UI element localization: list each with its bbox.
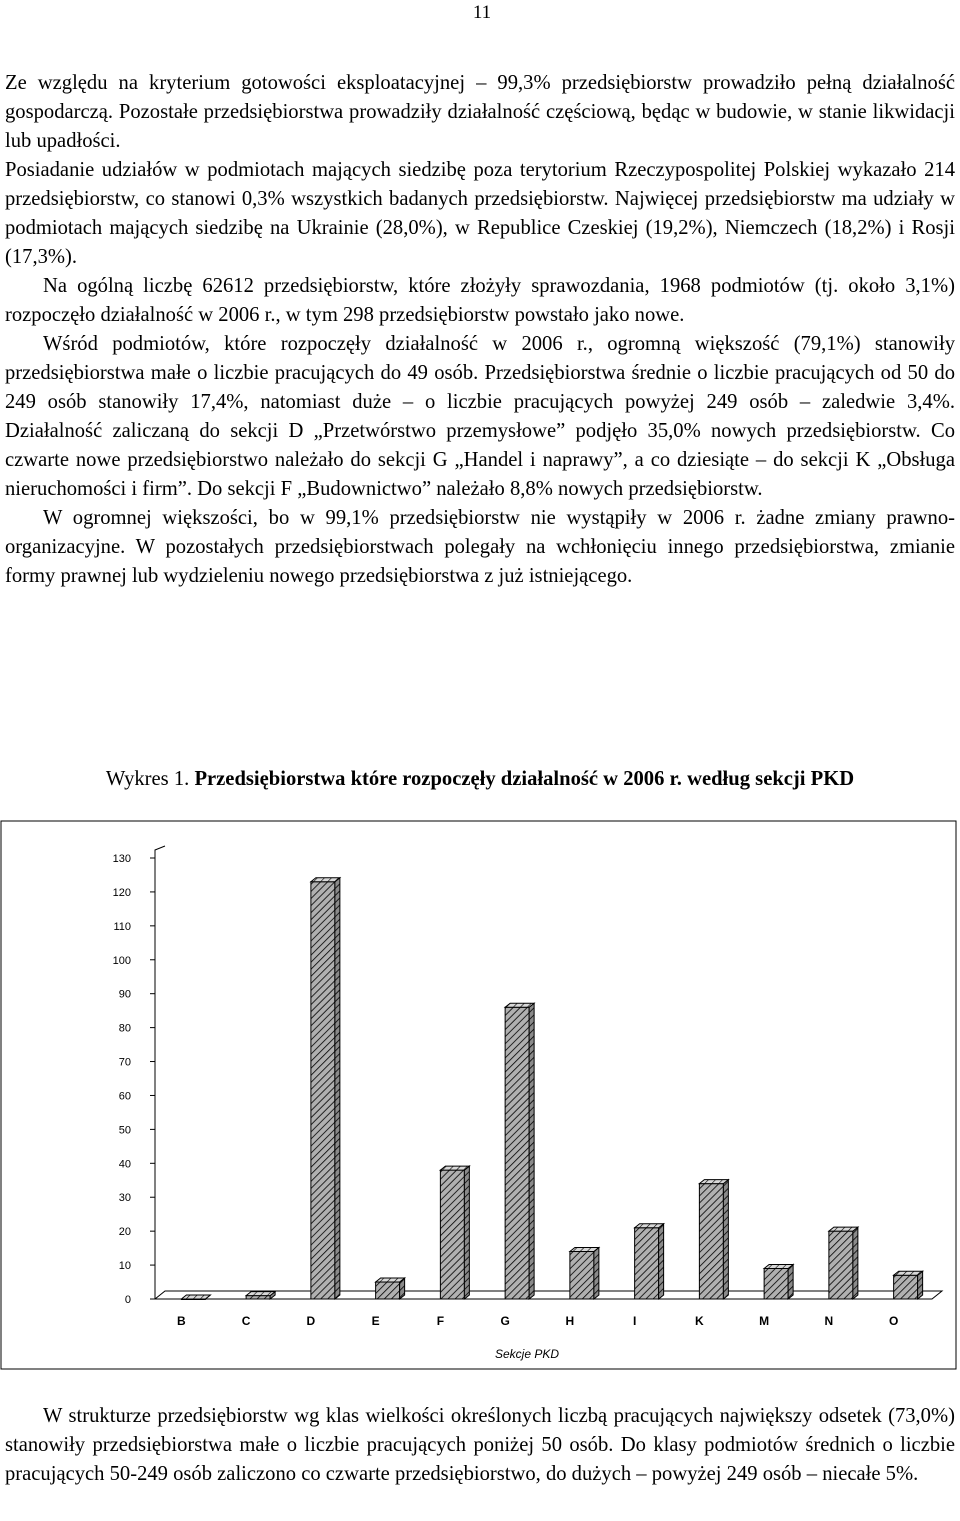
paragraph: W strukturze przedsiębiorstw wg klas wielkości określonych liczbą pracujących największy odsetek (73,0%) stanowiły przedsiębiorstwa małe o liczbie pracujących poniżej 50 osób. Do klasy podmiotów średnich o liczbie pracujących 50-249 osób zaliczono co czwarte przedsiębiorstwo, do dużych – powyżej 249 osób – niecałe 5%. <box>5 1405 955 1485</box>
y-tick-label: 130 <box>112 853 131 865</box>
bar-top <box>246 1292 275 1296</box>
y-tick-label: 80 <box>118 1022 131 1035</box>
bar-side <box>594 1248 599 1299</box>
paragraph: W ogromnej większości, bo w 99,1% przedsiębiorstw nie wystąpiły w 2006 r. żadne zmiany prawno-organizacyjne. W pozostałych przedsiębiorstwach polegały na wchłonięciu innego przedsiębiorstwa, zmianie formy prawnej lub wydzieleniu nowego przedsiębiorstwa z już istniejącego. <box>5 507 955 587</box>
bar-E <box>376 1278 405 1299</box>
caption-prefix: Wykres 1. <box>105 768 190 790</box>
bar-face <box>699 1184 723 1299</box>
y-tick-label: 90 <box>118 988 131 1001</box>
x-tick-label: N <box>824 1314 834 1328</box>
x-tick-label: C <box>241 1314 251 1328</box>
bar-B <box>181 1295 210 1300</box>
bar-face <box>246 1296 270 1299</box>
x-tick-label: M <box>759 1314 770 1328</box>
chart-caption <box>0 768 960 791</box>
chart-border <box>1 821 956 1369</box>
y-tick-label: 50 <box>118 1124 131 1137</box>
bar-D <box>311 878 340 1299</box>
bar-face <box>311 882 335 1299</box>
bar-top <box>505 1003 534 1007</box>
bar-face <box>505 1007 529 1299</box>
bar-top <box>570 1248 599 1252</box>
y-tick-label: 10 <box>118 1260 131 1273</box>
bar-face <box>440 1170 464 1299</box>
bar-side <box>529 1003 534 1299</box>
bar-side <box>723 1180 728 1299</box>
x-tick-label: E <box>371 1314 380 1328</box>
bar-I <box>635 1224 664 1299</box>
x-tick-label: I <box>632 1314 637 1328</box>
x-tick-label: H <box>565 1314 575 1328</box>
page-number: 11 <box>472 2 492 23</box>
bar-C <box>246 1292 275 1299</box>
bar-side <box>788 1264 793 1299</box>
bar-M <box>764 1264 793 1299</box>
bar-top <box>635 1224 664 1228</box>
bar-top <box>699 1180 728 1184</box>
x-tick-label: B <box>177 1314 186 1328</box>
bar-O <box>894 1271 923 1299</box>
bar-F <box>440 1166 469 1299</box>
bar-face <box>829 1231 853 1299</box>
bar-face <box>894 1275 918 1299</box>
bar-top <box>311 878 340 882</box>
y-tick-label: 20 <box>118 1226 131 1239</box>
bar-N <box>829 1227 858 1299</box>
bar-top <box>440 1166 469 1170</box>
y-tick-label: 70 <box>118 1056 131 1069</box>
bar-top <box>181 1295 210 1299</box>
bar-H <box>570 1248 599 1299</box>
bar-face <box>635 1228 659 1299</box>
bar-G <box>505 1003 534 1299</box>
body-text-top <box>5 69 955 591</box>
x-tick-label: F <box>436 1314 445 1328</box>
x-tick-label: K <box>695 1314 704 1328</box>
paragraph: Posiadanie udziałów w podmiotach mających siedzibę poza terytorium Rzeczypospolitej Polskiej wykazało 214 przedsiębiorstw, co stanowi 0,3% wszystkich badanych przedsiębiorstw. Najwięcej przedsiębiorstw ma udziały w podmiotach mających siedzibę na Ukrainie (28,0%), w Republice Czeskiej (19,2%), Niemczech (18,2%) i Rosji (17,3%). <box>5 159 955 268</box>
y-tick-label: 40 <box>118 1158 131 1171</box>
bar-top <box>764 1264 793 1268</box>
bar-face <box>376 1282 400 1299</box>
y-tick-label: 110 <box>113 920 131 933</box>
bar-top <box>376 1278 405 1282</box>
bar-side <box>464 1166 469 1299</box>
y-tick-label: 120 <box>112 886 131 899</box>
y-tick-label: 0 <box>124 1294 131 1306</box>
bar-chart <box>0 820 960 1380</box>
paragraph: Na ogólną liczbę 62612 przedsiębiorstw, które złożyły sprawozdania, 1968 podmiotów (tj. około 3,1%) rozpoczęło działalność w 2006 r., w tym 298 przedsiębiorstw powstało jako nowe. <box>5 275 955 326</box>
body-text-bottom <box>5 1402 955 1489</box>
bar-face <box>570 1252 594 1299</box>
y-tick-label: 60 <box>118 1090 131 1103</box>
x-axis-title: Sekcje PKD <box>494 1347 560 1361</box>
x-tick-label: D <box>306 1314 316 1328</box>
caption-title: Przedsiębiorstwa które rozpoczęły działalność w 2006 r. według sekcji PKD <box>194 768 855 790</box>
bar-top <box>894 1271 923 1275</box>
x-tick-label: G <box>500 1314 510 1328</box>
y-axis-line <box>155 846 165 1299</box>
bar-K <box>699 1180 728 1299</box>
y-tick-label: 100 <box>112 954 131 967</box>
bar-side <box>335 878 340 1299</box>
y-tick-label: 30 <box>118 1192 131 1205</box>
paragraph: Wśród podmiotów, które rozpoczęły działalność w 2006 r., ogromną większość (79,1%) stanowiły przedsiębiorstwa małe o liczbie pracujących do 49 osób. Przedsiębiorstwa średnie o liczbie pracujących od 50 do 249 osób stanowiły 17,4%, natomiast duże – o liczbie pracujących powyżej 249 osób – zaledwie 3,4%. Działalność zaliczaną do sekcji D „Przetwórstwo przemysłowe” podjęło 35,0% nowych przedsiębiorstw. Co czwarte nowe przedsiębiorstwo należało do sekcji G „Handel i naprawy”, a co dziesiąte – do sekcji K „Obsługa nieruchomości i firm”. Do sekcji F „Budownictwo” należało 8,8% nowych przedsiębiorstw. <box>5 333 955 500</box>
paragraph: Ze względu na kryterium gotowości eksploatacyjnej – 99,3% przedsiębiorstw prowadziło pełną działalność gospodarczą. Pozostałe przedsiębiorstwa prowadziły działalność częściową, będąc w budowie, w stanie likwidacji lub upadłości. <box>5 72 955 152</box>
bar-face <box>764 1268 788 1299</box>
x-tick-label: O <box>888 1314 899 1328</box>
bar-side <box>659 1224 664 1299</box>
bar-top <box>829 1227 858 1231</box>
bar-side <box>918 1271 923 1299</box>
bar-side <box>853 1227 858 1299</box>
